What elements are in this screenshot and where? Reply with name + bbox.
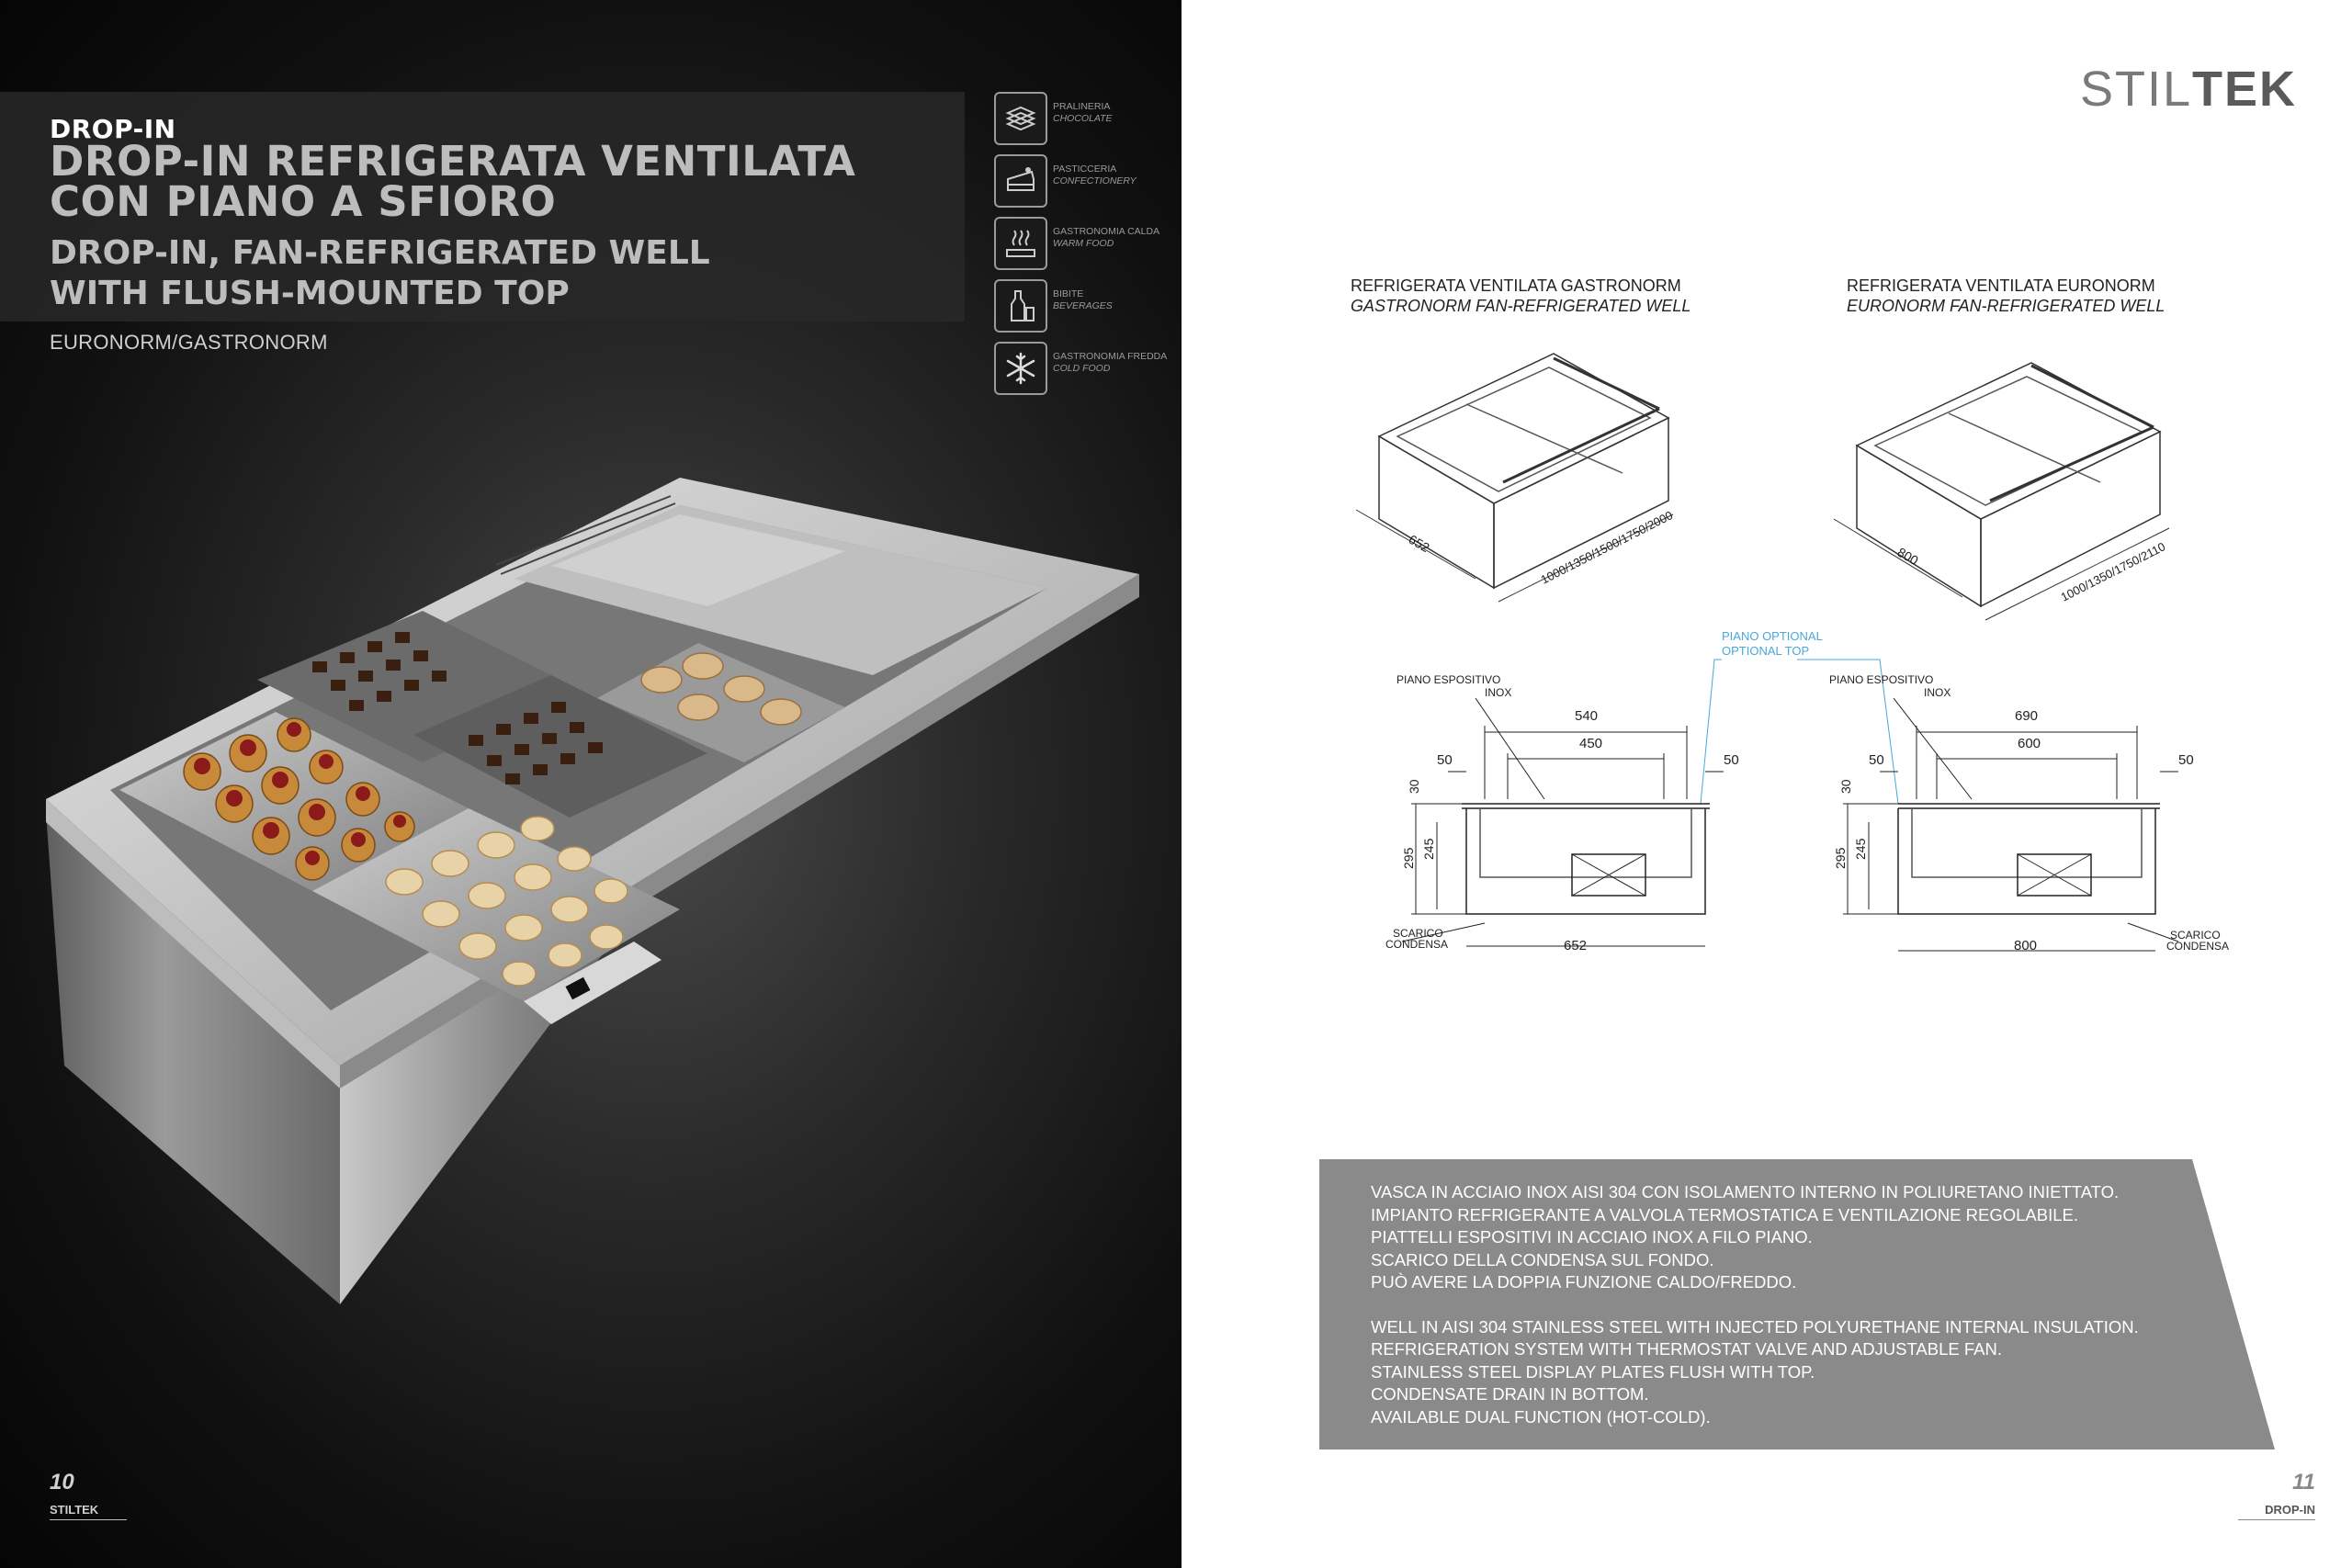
desc-it-line: VASCA IN ACCIAIO INOX AISI 304 CON ISOLAMENTO INTERNO IN POLIURETANO INIETTATO. — [1371, 1182, 2120, 1201]
s2-display-label: PIANO ESPOSITIVO — [1829, 673, 1934, 686]
s1-display-label: PIANO ESPOSITIVO — [1396, 673, 1501, 686]
title-en-line-2: WITH FLUSH-MOUNTED TOP — [50, 275, 570, 312]
warm-food-icon — [994, 217, 1047, 270]
s1-dim-top: 30 — [1407, 779, 1421, 794]
description-italian — [1371, 1181, 2198, 1294]
category-label-en: CHOCOLATE — [1053, 113, 1113, 124]
desc-en-line: CONDENSATE DRAIN IN BOTTOM. — [1371, 1384, 1649, 1404]
category-label-it: BIBITE — [1053, 288, 1084, 299]
s2-dim-top: 30 — [1838, 779, 1853, 794]
category-list — [994, 92, 1178, 404]
subtitle: EURONORM/GASTRONORM — [50, 331, 328, 354]
technical-drawings — [1182, 0, 2352, 1010]
desc-it-line: SCARICO DELLA CONDENSA SUL FONDO. — [1371, 1249, 1714, 1269]
s2-dim-bottom: 800 — [2014, 938, 2038, 953]
s2-drain-label-2: CONDENSA — [2166, 940, 2230, 953]
s2-drain-label-1: SCARICO — [2170, 929, 2221, 942]
brand-logo-bold: TEK — [2192, 62, 2297, 117]
s1-dim-bottom: 652 — [1564, 938, 1588, 953]
section-1 — [1402, 698, 1724, 946]
footer-brand: STILTEK — [50, 1503, 127, 1520]
desc-en-line: AVAILABLE DUAL FUNCTION (HOT-COLD). — [1371, 1406, 1711, 1427]
brand-logo-light: STIL — [2079, 62, 2192, 117]
category-cold-food — [994, 342, 1178, 397]
iso-2-side — [1981, 432, 2160, 606]
s2-dim-outer: 690 — [2015, 708, 2039, 724]
bottle-icon — [994, 279, 1047, 333]
iso-1-widths: 1000/1350/1500/1750/2000 — [1538, 508, 1676, 587]
description-text — [1371, 1181, 2198, 1450]
desc-en-line: STAINLESS STEEL DISPLAY PLATES FLUSH WITH TOP. — [1371, 1361, 1815, 1382]
section-kicker: DROP-IN — [50, 114, 176, 144]
s2-dim-inner-height: 245 — [1853, 838, 1868, 860]
category-label-en: WARM FOOD — [1053, 238, 1114, 249]
s1-dim-height: 295 — [1401, 847, 1416, 869]
diagram-2-title-en: EURONORM FAN-REFRIGERATED WELL — [1847, 297, 2165, 315]
s1-dim-inner: 450 — [1579, 736, 1603, 751]
right-page — [1182, 0, 2352, 1568]
s1-dim-left: 50 — [1437, 752, 1453, 768]
category-label-en: BEVERAGES — [1053, 300, 1113, 311]
optional-top-label-en: OPTIONAL TOP — [1722, 644, 1810, 658]
category-beverages — [994, 279, 1178, 334]
desc-it-line: PIATTELLI ESPOSITIVI IN ACCIAIO INOX A FILO PIANO. — [1371, 1227, 1813, 1247]
s1-dim-right: 50 — [1724, 752, 1739, 768]
title-english — [50, 233, 968, 314]
title-it-line-1: DROP-IN REFRIGERATA VENTILATA — [50, 137, 856, 186]
desc-en-line: WELL IN AISI 304 STAINLESS STEEL WITH INJECTED POLYURETHANE INTERNAL INSULATION. — [1371, 1316, 2139, 1337]
title-italian — [50, 137, 968, 226]
s2-dim-right: 50 — [2178, 752, 2194, 768]
iso-1-front — [1379, 436, 1494, 588]
category-label-it: GASTRONOMIA CALDA — [1053, 226, 1160, 237]
iso-1-depth: 652 — [1406, 531, 1432, 556]
section-2-labels — [1829, 673, 2229, 953]
footer-section: DROP-IN — [2238, 1503, 2315, 1520]
iso-2-widths: 1000/1350/1750/2110 — [2058, 539, 2168, 604]
category-label-it: PRALINERIA — [1053, 101, 1111, 112]
title-it-line-2: CON PIANO A SFIORO — [50, 177, 557, 226]
section-1-labels — [1385, 673, 1739, 953]
snowflake-icon — [994, 342, 1047, 395]
diagram-2-title-it: REFRIGERATA VENTILATA EURONORM — [1847, 276, 2155, 295]
product-photo — [37, 478, 1158, 1323]
category-warm-food — [994, 217, 1178, 272]
s2-inox-label: INOX — [1924, 686, 1951, 699]
title-en-line-1: DROP-IN, FAN-REFRIGERATED WELL — [50, 234, 710, 272]
diagram-1-title-it: REFRIGERATA VENTILATA GASTRONORM — [1351, 276, 1681, 295]
category-chocolate — [994, 92, 1178, 147]
s1-drain-label-2: CONDENSA — [1385, 938, 1449, 951]
description-english — [1371, 1316, 2198, 1429]
category-confectionery — [994, 154, 1178, 209]
desc-it-line: IMPIANTO REFRIGERANTE A VALVOLA TERMOSTATICA E VENTILAZIONE REGOLABILE. — [1371, 1204, 2078, 1224]
s2-dim-inner: 600 — [2018, 736, 2041, 751]
optional-top-label-it: PIANO OPTIONAL — [1722, 629, 1823, 643]
chocolate-icon — [994, 92, 1047, 145]
page-number: 11 — [2292, 1470, 2315, 1495]
desc-en-line: REFRIGERATION SYSTEM WITH THERMOSTAT VALVE AND ADJUSTABLE FAN. — [1371, 1339, 2003, 1359]
category-label-en: CONFECTIONERY — [1053, 175, 1136, 186]
iso-2-depth: 800 — [1894, 544, 1921, 569]
category-label-it: PASTICCERIA — [1053, 164, 1117, 175]
cake-icon — [994, 154, 1047, 208]
category-label-it: GASTRONOMIA FREDDA — [1053, 351, 1168, 362]
diagram-1-title-en: GASTRONORM FAN-REFRIGERATED WELL — [1351, 297, 1691, 315]
iso-1-top — [1379, 354, 1668, 503]
section-2 — [1843, 698, 2178, 951]
category-label-en: COLD FOOD — [1053, 363, 1111, 374]
s1-drain-label-1: SCARICO — [1393, 927, 1443, 940]
s1-dim-inner-height: 245 — [1421, 838, 1436, 860]
page-number: 10 — [50, 1470, 74, 1495]
s2-dim-left: 50 — [1869, 752, 1884, 768]
s2-dim-height: 295 — [1833, 847, 1848, 869]
desc-it-line: PUÒ AVERE LA DOPPIA FUNZIONE CALDO/FREDDO. — [1371, 1272, 1797, 1292]
s1-inox-label: INOX — [1485, 686, 1512, 699]
s1-dim-outer: 540 — [1575, 708, 1599, 724]
